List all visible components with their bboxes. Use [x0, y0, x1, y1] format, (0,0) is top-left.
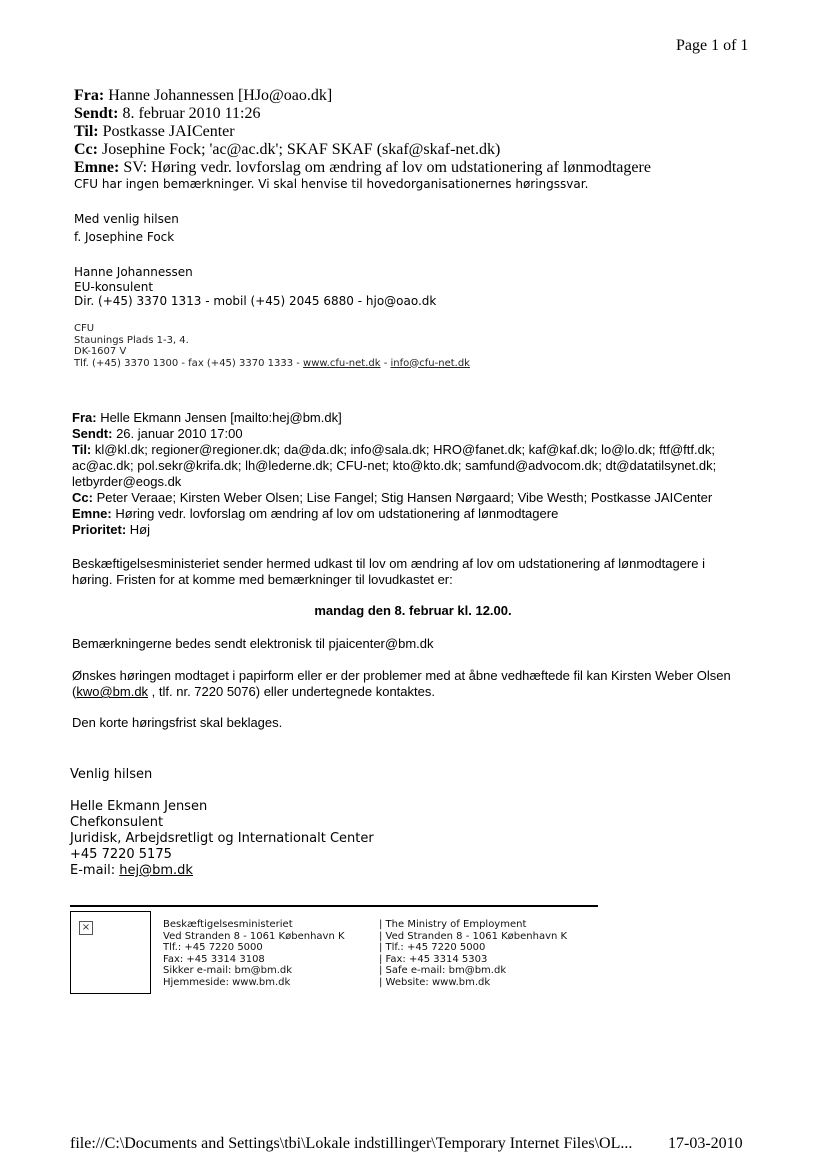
top-signed-for: f. Josephine Fock: [74, 230, 175, 244]
cc-label: Cc:: [74, 141, 98, 158]
from-line: [74, 87, 651, 105]
subject-line: [74, 159, 651, 177]
orig-cc-value: Peter Veraae; Kirsten Weber Olsen; Lise Fangel; Stig Hansen Nørgaard; Vibe Westh; Postkasse JAICenter: [96, 490, 713, 505]
sent-label: Sendt:: [74, 105, 119, 122]
footer-english-info: [379, 919, 567, 988]
deadline: mandag den 8. februar kl. 12.00.: [314, 603, 512, 618]
orig-sent-value: 26. januar 2010 17:00: [116, 426, 243, 441]
from-label: Fra:: [74, 87, 105, 104]
orig-to-line-2: ac@ac.dk; pol.sekr@krifa.dk; lh@lederne.dk; CFU-net; kto@kto.dk; samfund@advocom.dk; dt@datatilsynet.dk;: [72, 458, 717, 473]
page-number: Page 1 of 1: [676, 37, 749, 54]
orig-sent-label: Sendt:: [72, 426, 113, 441]
footer-left-line: Fax: +45 3314 3108: [163, 953, 265, 965]
top-greeting: Med venlig hilsen: [74, 212, 179, 226]
orig-subject-label: Emne:: [72, 506, 112, 521]
org-separator: -: [380, 357, 391, 369]
orig-cc-label: Cc:: [72, 490, 93, 505]
orig-priority-label: Prioritet:: [72, 522, 127, 537]
top-signature: [74, 265, 436, 309]
orig-cc-line: [72, 490, 716, 506]
orig-sig-dept: Juridisk, Arbejdsretligt og Internationalt Center: [70, 831, 374, 846]
orig-paragraph-1-line-1: Beskæftigelsesministeriet sender hermed udkast til lov om ændring af lov om udstationering af lønmodtagere i: [72, 556, 705, 571]
footer-divider: [70, 905, 598, 907]
orig-to-line: [72, 442, 716, 458]
signature-contact: Dir. (+45) 3370 1313 - mobil (+45) 2045 6880 - hjo@oao.dk: [74, 294, 437, 308]
orig-subject-value: Høring vedr. lovforslag om ændring af lov om udstationering af lønmodtagere: [115, 506, 559, 521]
orig-paragraph-3: [72, 668, 731, 700]
footer-left-line: Tlf.: +45 7220 5000: [163, 942, 263, 953]
footer-right-line: | Tlf.: +45 7220 5000: [379, 942, 486, 953]
original-email-header: [72, 410, 716, 538]
orig-paragraph-1: [72, 556, 705, 588]
logo-placeholder-box: [70, 911, 151, 994]
footer-right-line: | The Ministry of Employment: [379, 919, 527, 930]
sent-value: 8. februar 2010 11:26: [122, 105, 261, 122]
footer-danish-info: [163, 919, 345, 988]
cc-line: [74, 141, 651, 159]
org-email-link[interactable]: info@cfu-net.dk: [390, 357, 470, 369]
signature-name: Hanne Johannessen: [74, 265, 193, 279]
subject-label: Emne:: [74, 159, 120, 176]
orig-to-value-1: kl@kl.dk; regioner@regioner.dk; da@da.dk; info@sala.dk; HRO@fanet.dk; kaf@kaf.dk; lo@lo.dk; ftf@ftf.dk;: [94, 442, 715, 457]
orig-from-line: [72, 410, 716, 426]
org-street: Staunings Plads 1-3, 4.: [74, 334, 189, 346]
orig-sig-title: Chefkonsulent: [70, 815, 164, 830]
orig-paragraph-4: Den korte høringsfrist skal beklages.: [72, 715, 283, 730]
orig-to-line-3: letbyrder@eogs.dk: [72, 474, 182, 489]
org-name: CFU: [74, 323, 95, 334]
org-phone: Tlf. (+45) 3370 1300 - fax (+45) 3370 1333 -: [74, 357, 304, 369]
signature-title: EU-konsulent: [74, 279, 154, 294]
orig-from-value: Helle Ekmann Jensen [mailto:hej@bm.dk]: [100, 410, 342, 425]
org-contact-line: [74, 358, 470, 370]
org-block: [74, 323, 470, 369]
paren-open: (: [72, 684, 77, 699]
orig-paragraph-3-line-1: Ønskes høringen modtaget i papirform eller er der problemer med at åbne vedhæftede fil kan Kirsten Weber Olsen: [72, 668, 731, 683]
orig-paragraph-3-line-2: [72, 684, 731, 700]
orig-to-label: Til:: [72, 442, 92, 457]
to-label: Til:: [74, 123, 99, 140]
to-value: Postkasse JAICenter: [102, 123, 235, 140]
footer-left-line: Hjemmeside: www.bm.dk: [163, 976, 291, 988]
orig-sig-email-line: [70, 863, 374, 879]
to-line: [74, 123, 651, 141]
org-website-link[interactable]: www.cfu-net.dk: [303, 357, 381, 369]
top-email-header: [74, 87, 651, 177]
footer-left-line: Ved Stranden 8 - 1061 København K: [163, 930, 345, 942]
kwo-email-link[interactable]: kwo@bm.dk: [76, 684, 149, 699]
top-email-body: CFU har ingen bemærkninger. Vi skal henvise til hovedorganisationernes høringssvar.: [74, 177, 589, 191]
closing: Venlig hilsen: [70, 767, 153, 782]
orig-priority-value: Høj: [129, 522, 151, 537]
footer-date: 17-03-2010: [668, 1135, 743, 1152]
orig-sig-phone: +45 7220 5175: [70, 847, 172, 862]
orig-paragraph-2: Bemærkningerne bedes sendt elektronisk til pjaicenter@bm.dk: [72, 636, 434, 651]
orig-paragraph-1-line-2: høring. Fristen for at komme med bemærkninger til lovudkastet er:: [72, 572, 453, 587]
subject-value: SV: Høring vedr. lovforslag om ændring af lov om udstationering af lønmodtagere: [123, 159, 651, 176]
footer-right-line: | Ved Stranden 8 - 1061 København K: [379, 930, 568, 942]
orig-priority-line: [72, 522, 716, 538]
orig-sig-name: Helle Ekmann Jensen: [70, 799, 208, 814]
orig-sig-email-link[interactable]: hej@bm.dk: [119, 863, 193, 878]
orig-paragraph-3-rest: , tlf. nr. 7220 5076) eller undertegnede kontaktes.: [148, 684, 435, 699]
footer-left-line: Sikker e-mail: bm@bm.dk: [163, 965, 293, 976]
orig-signature: [70, 799, 374, 879]
orig-subject-line: [72, 506, 716, 522]
footer-right-line: | Safe e-mail: bm@bm.dk: [379, 965, 507, 976]
orig-from-label: Fra:: [72, 410, 97, 425]
org-city: DK-1607 V: [74, 346, 127, 357]
sent-line: [74, 105, 651, 123]
orig-sig-email-label: E-mail:: [70, 863, 120, 878]
broken-image-icon: ×: [79, 921, 93, 935]
footer-right-line: | Website: www.bm.dk: [379, 976, 491, 988]
footer-file-path: file://C:\Documents and Settings\tbi\Lokale indstillinger\Temporary Internet Files\OL...: [70, 1135, 633, 1152]
footer-right-line: | Fax: +45 3314 5303: [379, 953, 488, 965]
cc-value: Josephine Fock; 'ac@ac.dk'; SKAF SKAF (skaf@skaf-net.dk): [101, 141, 501, 158]
from-value: Hanne Johannessen [HJo@oao.dk]: [108, 87, 333, 104]
orig-sent-line: [72, 426, 716, 442]
footer-left-line: Beskæftigelsesministeriet: [163, 919, 293, 930]
